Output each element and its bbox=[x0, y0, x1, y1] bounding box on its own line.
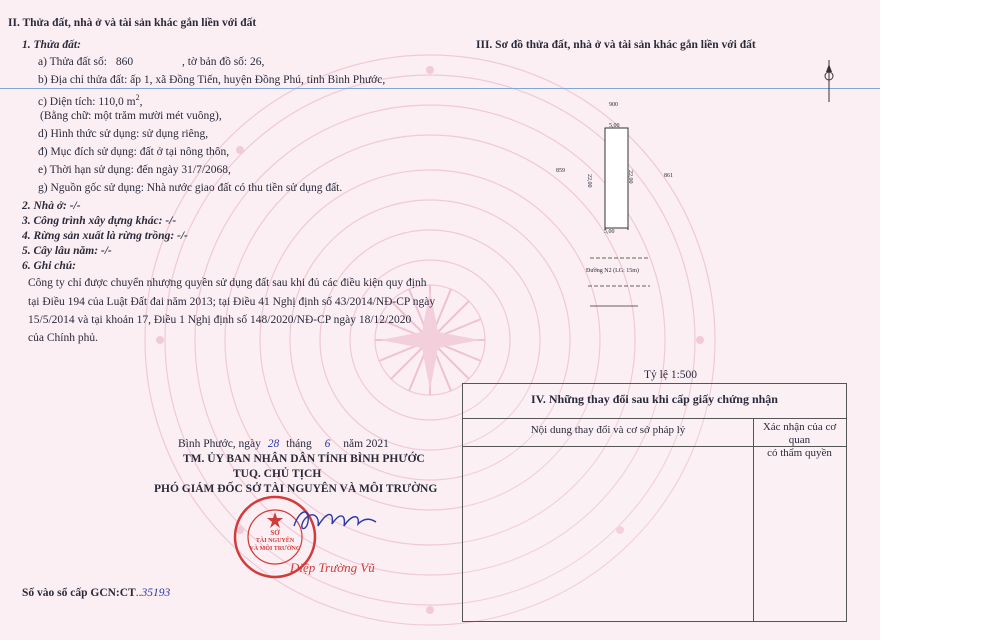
handwritten-signature bbox=[290, 502, 380, 536]
north-parcel-label: 900 bbox=[609, 102, 618, 108]
area-value: c) Diện tích: 110,0 m bbox=[38, 95, 136, 108]
date-prefix: Bình Phước, ngày bbox=[178, 438, 261, 450]
signer-title: PHÓ GIÁM ĐỐC SỞ TÀI NGUYÊN VÀ MÔI TRƯỜNG bbox=[154, 483, 438, 495]
use-origin: g) Nguồn gốc sử dụng: Nhà nước giao đất có thu tiền sử dụng đất. bbox=[38, 182, 343, 194]
parcel-number: 860 bbox=[115, 56, 134, 68]
registry-dots: .. bbox=[135, 587, 142, 599]
note-line-1: Công ty chỉ được chuyển nhượng quyền sử dụng đất sau khi đủ các điều kiện quy định bbox=[28, 277, 427, 289]
east-parcel-label: 861 bbox=[664, 173, 673, 179]
parcel-diagram bbox=[550, 98, 700, 318]
bottom-width-label: 5,00 bbox=[604, 229, 615, 235]
top-width-label: 5,00 bbox=[609, 123, 620, 129]
issue-date bbox=[178, 437, 389, 451]
area-in-words: (Bằng chữ: một trăm mười mét vuông), bbox=[40, 110, 222, 122]
parcel-label: a) Thửa đất số: bbox=[38, 56, 107, 68]
issuer-org: TM. ỦY BAN NHÂN DÂN TỈNH BÌNH PHƯỚC bbox=[183, 453, 425, 465]
address: b) Địa chỉ thửa đất: ấp 1, xã Đồng Tiến, huyện Đồng Phú, tỉnh Bình Phước, bbox=[38, 74, 386, 86]
land-heading: 1. Thửa đất: bbox=[22, 39, 81, 51]
confirmation-line-1: Xác nhận của cơ quan bbox=[762, 421, 837, 446]
confirmation-line-2: có thẩm quyền bbox=[767, 447, 832, 459]
forest-item: 4. Rừng sản xuất là rừng trồng: -/- bbox=[22, 230, 188, 242]
right-length-label: 22,00 bbox=[627, 170, 633, 184]
note-line-4: của Chính phủ. bbox=[28, 332, 98, 344]
signer-name: Diệp Trường Vũ bbox=[290, 560, 375, 575]
date-year: năm 2021 bbox=[343, 438, 389, 450]
stamp-text-2: TÀI NGUYÊN bbox=[255, 538, 295, 544]
date-day: 28 bbox=[267, 438, 280, 450]
margin-guide-line bbox=[0, 88, 880, 89]
date-month: 6 bbox=[324, 438, 331, 450]
note-line-3: 15/5/2014 và tại khoản 17, Điều 1 Nghị định số 148/2020/NĐ-CP ngày 18/12/2020 bbox=[28, 314, 412, 326]
area-line bbox=[38, 91, 143, 109]
column-header-confirmation bbox=[753, 421, 846, 460]
table-divider bbox=[463, 418, 846, 419]
road-label: Đường N2 (LG: 15m) bbox=[586, 268, 639, 274]
stamp-text-1: SỞ bbox=[270, 529, 280, 537]
section2-title: II. Thửa đất, nhà ở và tài sản khác gắn liền với đất bbox=[8, 17, 257, 29]
date-month-label: tháng bbox=[286, 438, 312, 450]
registry-number: 35193 bbox=[141, 587, 171, 599]
area-unit-sup: 2 bbox=[135, 93, 140, 102]
column-header-content: Nội dung thay đổi và cơ sở pháp lý bbox=[530, 424, 686, 436]
use-term: e) Thời hạn sử dụng: đến ngày 31/7/2068, bbox=[38, 164, 231, 176]
use-form: d) Hình thức sử dụng: sử dụng riêng, bbox=[38, 128, 209, 140]
map-scale: Tỷ lệ 1:500 bbox=[644, 369, 698, 381]
land-purpose: đ) Mục đích sử dụng: đất ở tại nông thôn, bbox=[38, 146, 230, 158]
right-margin bbox=[880, 0, 1000, 640]
map-sheet: , tờ bản đồ số: 26, bbox=[181, 56, 265, 68]
north-arrow-icon bbox=[818, 60, 840, 102]
construction-item: 3. Công trình xây dựng khác: -/- bbox=[22, 215, 177, 227]
parcel-line bbox=[38, 55, 264, 69]
west-parcel-label: 859 bbox=[556, 168, 565, 174]
left-length-label: 22,00 bbox=[586, 174, 592, 188]
house-item: 2. Nhà ở: -/- bbox=[22, 200, 81, 212]
note-line-2: tại Điều 194 của Luật Đất đai năm 2013; tại Điều 41 Nghị định số 43/2014/NĐ-CP ngày bbox=[28, 296, 436, 308]
section4-title: IV. Những thay đổi sau khi cấp giấy chứng nhận bbox=[531, 392, 778, 406]
stamp-text-3: VÀ MÔI TRƯỜNG bbox=[249, 546, 301, 552]
notes-heading: 6. Ghi chú: bbox=[22, 260, 76, 272]
area-suffix: , bbox=[139, 95, 143, 108]
registry-label: Số vào sổ cấp GCN:CT bbox=[22, 587, 136, 599]
on-behalf: TUQ. CHỦ TỊCH bbox=[233, 468, 322, 480]
registry-line bbox=[22, 586, 170, 600]
section3-title: III. Sơ đồ thửa đất, nhà ở và tài sản khác gắn liền với đất bbox=[476, 39, 756, 51]
trees-item: 5. Cây lâu năm: -/- bbox=[22, 245, 112, 257]
changes-table bbox=[462, 383, 847, 622]
